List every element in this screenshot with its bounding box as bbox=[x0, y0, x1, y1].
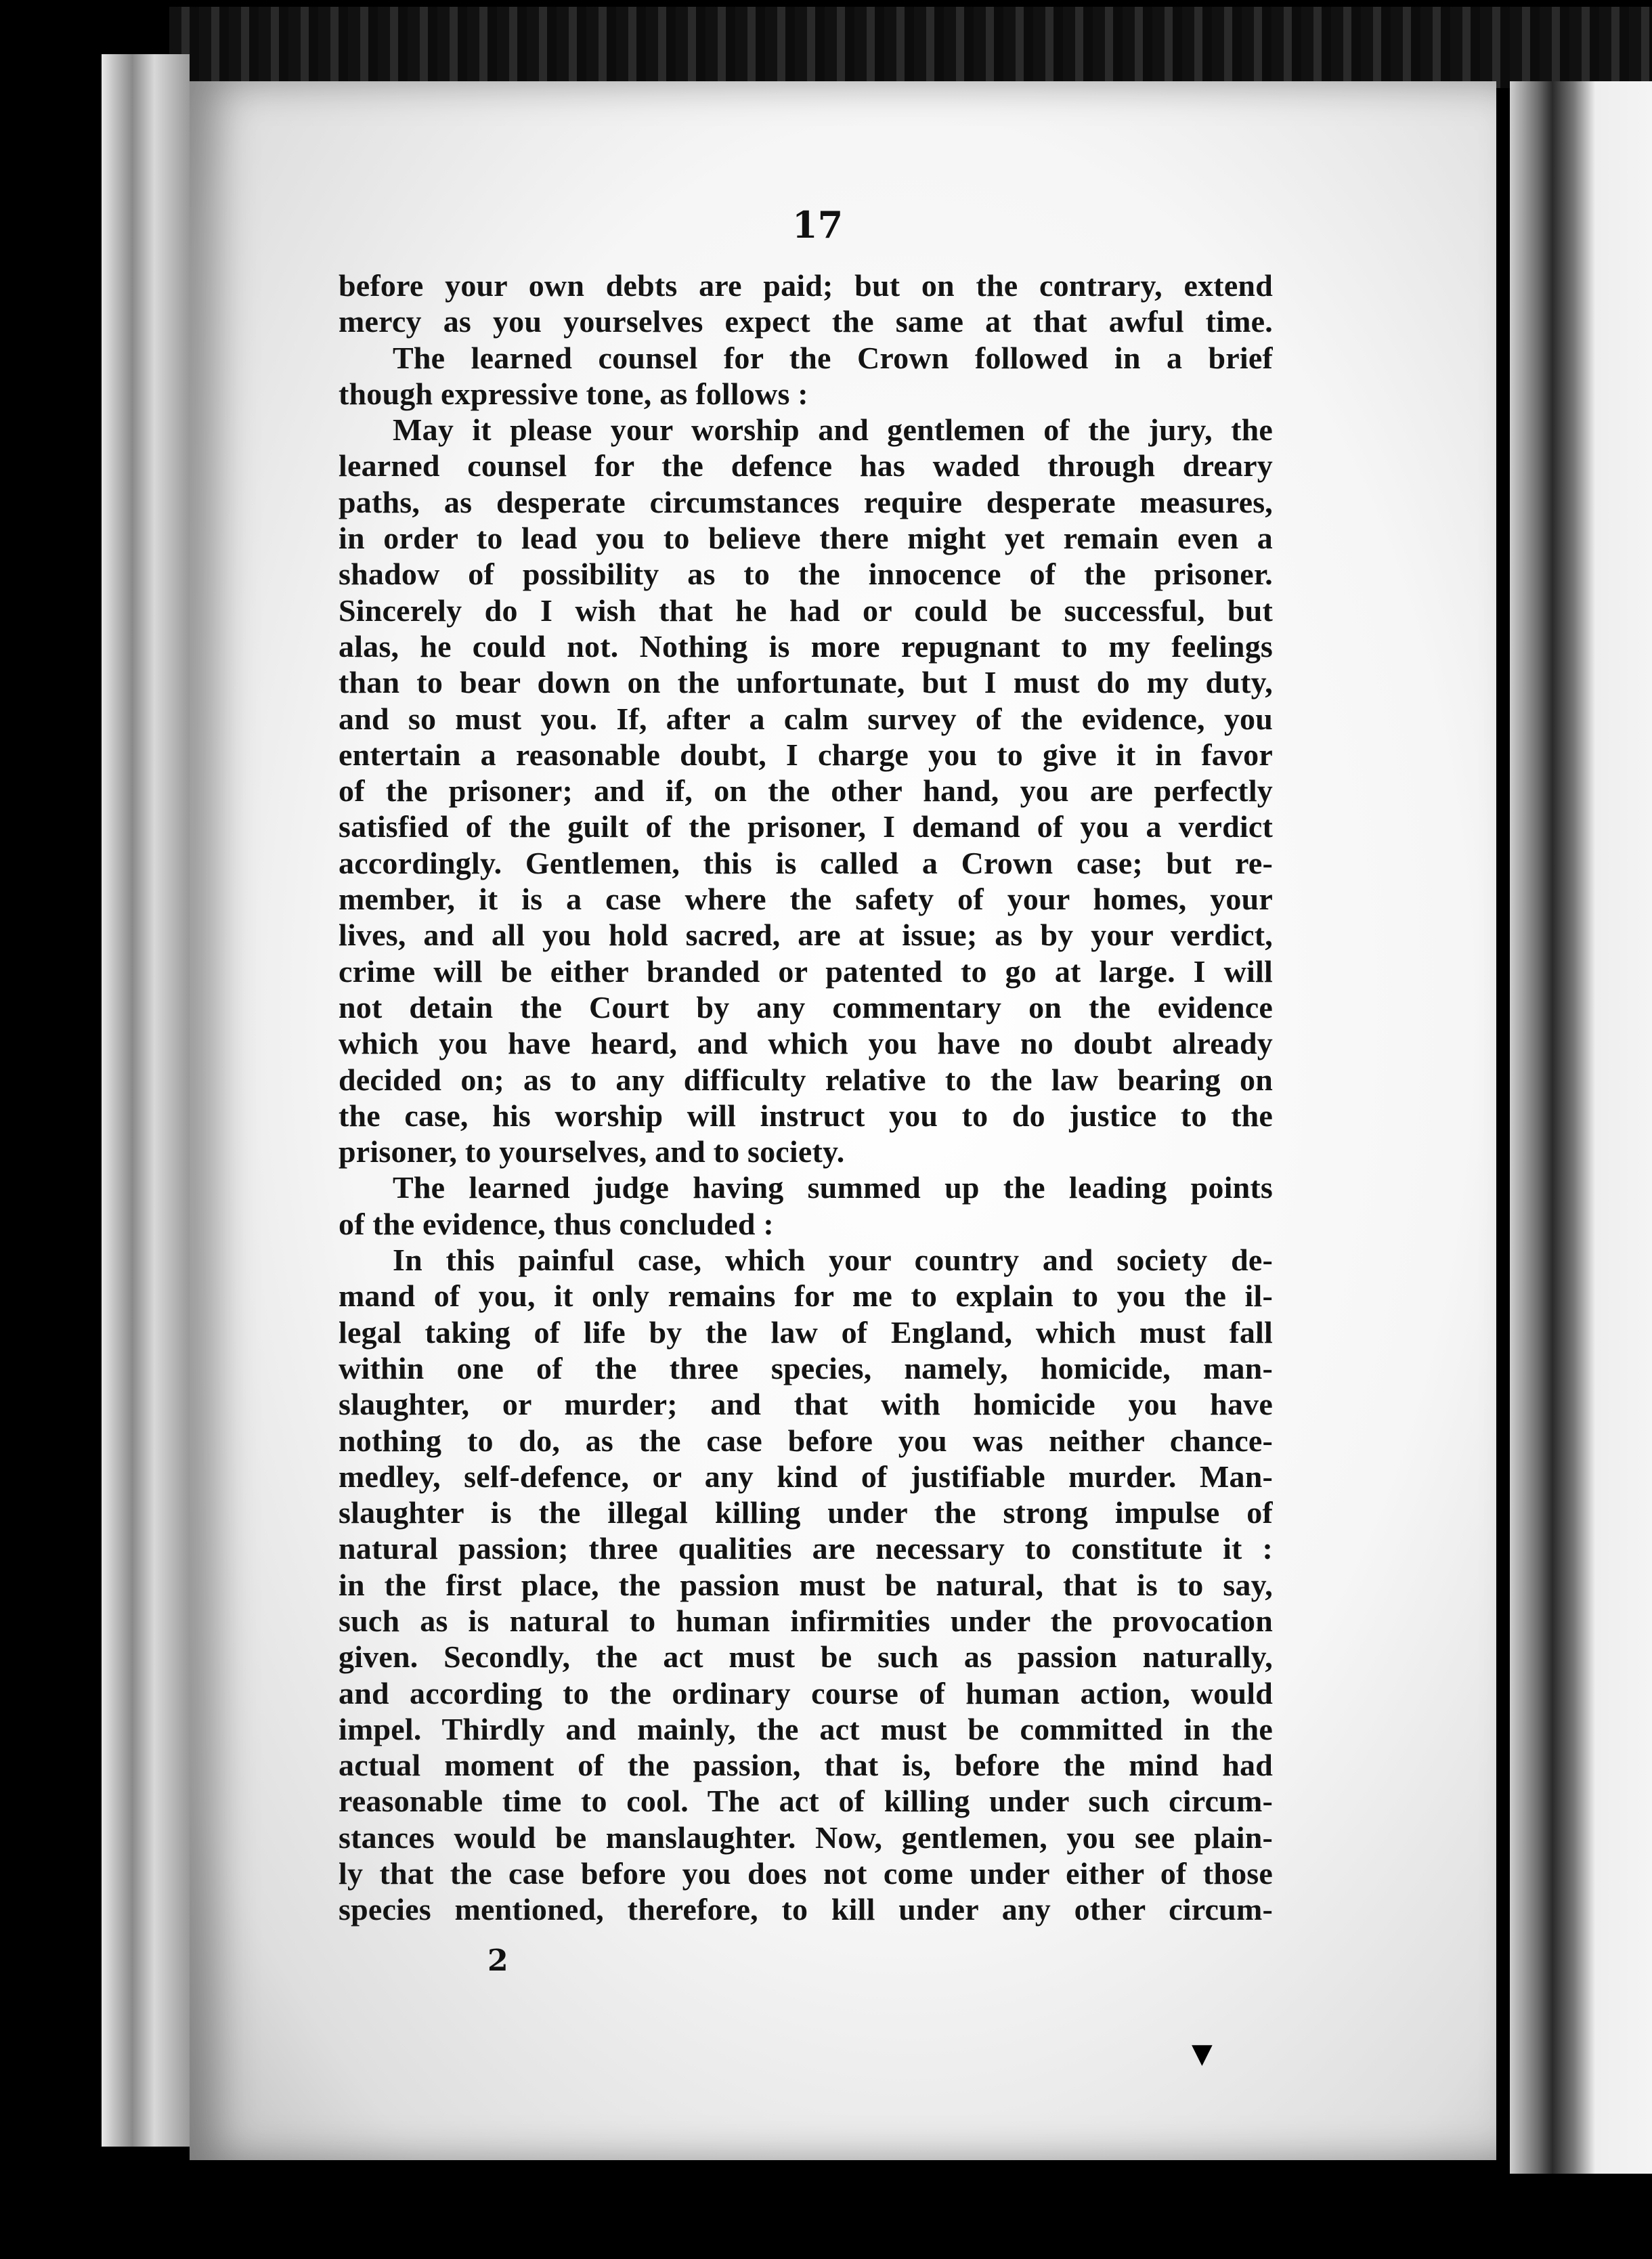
text-line: lives, and all you hold sacred, are at issue; as by your verdict, bbox=[339, 918, 1273, 953]
text-line: alas, he could not. Nothing is more repugnant to my feelings bbox=[339, 628, 1273, 664]
text-line: Sincerely do I wish that he had or could be successful, but bbox=[339, 593, 1273, 628]
text-line: not detain the Court by any commentary on the evidence bbox=[339, 989, 1273, 1025]
text-line: natural passion; three qualities are necessary to constitute it : bbox=[339, 1531, 1273, 1566]
top-scan-edge bbox=[169, 7, 1652, 88]
text-line: though expressive tone, as follows : bbox=[339, 376, 808, 411]
text-line: the case, his worship will instruct you to do justice to the bbox=[339, 1098, 1273, 1133]
text-line: such as is natural to human infirmities under the provocation bbox=[339, 1603, 1273, 1638]
right-facing-page-edge bbox=[1510, 81, 1652, 2174]
text-line: ly that the case before you does not come under either of those bbox=[339, 1856, 1273, 1891]
text-line: slaughter, or murder; and that with homicide you have bbox=[339, 1387, 1273, 1422]
text-line: and according to the ordinary course of human action, would bbox=[339, 1675, 1273, 1711]
body-text bbox=[339, 267, 1273, 1928]
text-line: The learned counsel for the Crown followed in a brief bbox=[393, 340, 1273, 375]
text-line: medley, self-defence, or any kind of justifiable murder. Man- bbox=[339, 1459, 1273, 1494]
text-line: legal taking of life by the law of England, which must fall bbox=[339, 1314, 1273, 1350]
text-line: May it please your worship and gentlemen of the jury, the bbox=[393, 412, 1273, 448]
text-line: satisfied of the guilt of the prisoner, I demand of you a verdict bbox=[339, 809, 1273, 844]
text-line: reasonable time to cool. The act of killing under such circum- bbox=[339, 1784, 1273, 1819]
text-line: of the evidence, thus concluded : bbox=[339, 1206, 774, 1241]
text-line: mand of you, it only remains for me to explain to you the il- bbox=[339, 1278, 1273, 1314]
text-line: stances would be manslaughter. Now, gentlemen, you see plain- bbox=[339, 1820, 1273, 1855]
text-line: of the prisoner; and if, on the other hand, you are perfectly bbox=[339, 773, 1273, 809]
text-line: species mentioned, therefore, to kill under any other circum- bbox=[339, 1892, 1273, 1927]
text-line: in the first place, the passion must be natural, that is to say, bbox=[339, 1567, 1273, 1602]
text-line: prisoner, to yourselves, and to society. bbox=[339, 1134, 845, 1169]
text-line: than to bear down on the unfortunate, but I must do my duty, bbox=[339, 665, 1273, 700]
text-line: and so must you. If, after a calm survey of the evidence, you bbox=[339, 701, 1273, 736]
text-line: actual moment of the passion, that is, before the mind had bbox=[339, 1748, 1273, 1783]
left-facing-page-edge bbox=[102, 54, 190, 2147]
text-line: given. Secondly, the act must be such as passion naturally, bbox=[339, 1639, 1273, 1675]
text-line: accordingly. Gentlemen, this is called a Crown case; but re- bbox=[339, 845, 1273, 880]
text-line: In this painful case, which your country and society de- bbox=[393, 1243, 1273, 1278]
text-line: decided on; as to any difficulty relative to the law bearing on bbox=[339, 1062, 1273, 1097]
text-line: mercy as you yourselves expect the same at that awful time. bbox=[339, 304, 1273, 339]
corner-mark: ▼ bbox=[1192, 2038, 1213, 2069]
text-line: member, it is a case where the safety of your homes, your bbox=[339, 882, 1273, 917]
text-line: entertain a reasonable doubt, I charge you to give it in favor bbox=[339, 737, 1273, 772]
page-number: 17 bbox=[792, 203, 844, 246]
text-line: which you have heard, and which you have no doubt already bbox=[339, 1026, 1273, 1061]
text-line: within one of the three species, namely, homicide, man- bbox=[339, 1350, 1273, 1385]
text-line: learned counsel for the defence has waded through dreary bbox=[339, 448, 1273, 483]
text-line: slaughter is the illegal killing under the strong impulse of bbox=[339, 1495, 1273, 1530]
text-line: shadow of possibility as to the innocence of the prisoner. bbox=[339, 557, 1273, 592]
text-line: crime will be either branded or patented to go at large. I will bbox=[339, 953, 1273, 989]
text-line: before your own debts are paid; but on the contrary, extend bbox=[339, 268, 1273, 303]
text-line: The learned judge having summed up the leading points bbox=[393, 1170, 1273, 1205]
text-line: in order to lead you to believe there might yet remain even a bbox=[339, 521, 1273, 556]
signature-mark: 2 bbox=[487, 1943, 508, 1978]
text-line: nothing to do, as the case before you was neither chance- bbox=[339, 1423, 1273, 1458]
text-line: impel. Thirdly and mainly, the act must be committed in the bbox=[339, 1711, 1273, 1746]
text-line: paths, as desperate circumstances require desperate measures, bbox=[339, 484, 1273, 519]
